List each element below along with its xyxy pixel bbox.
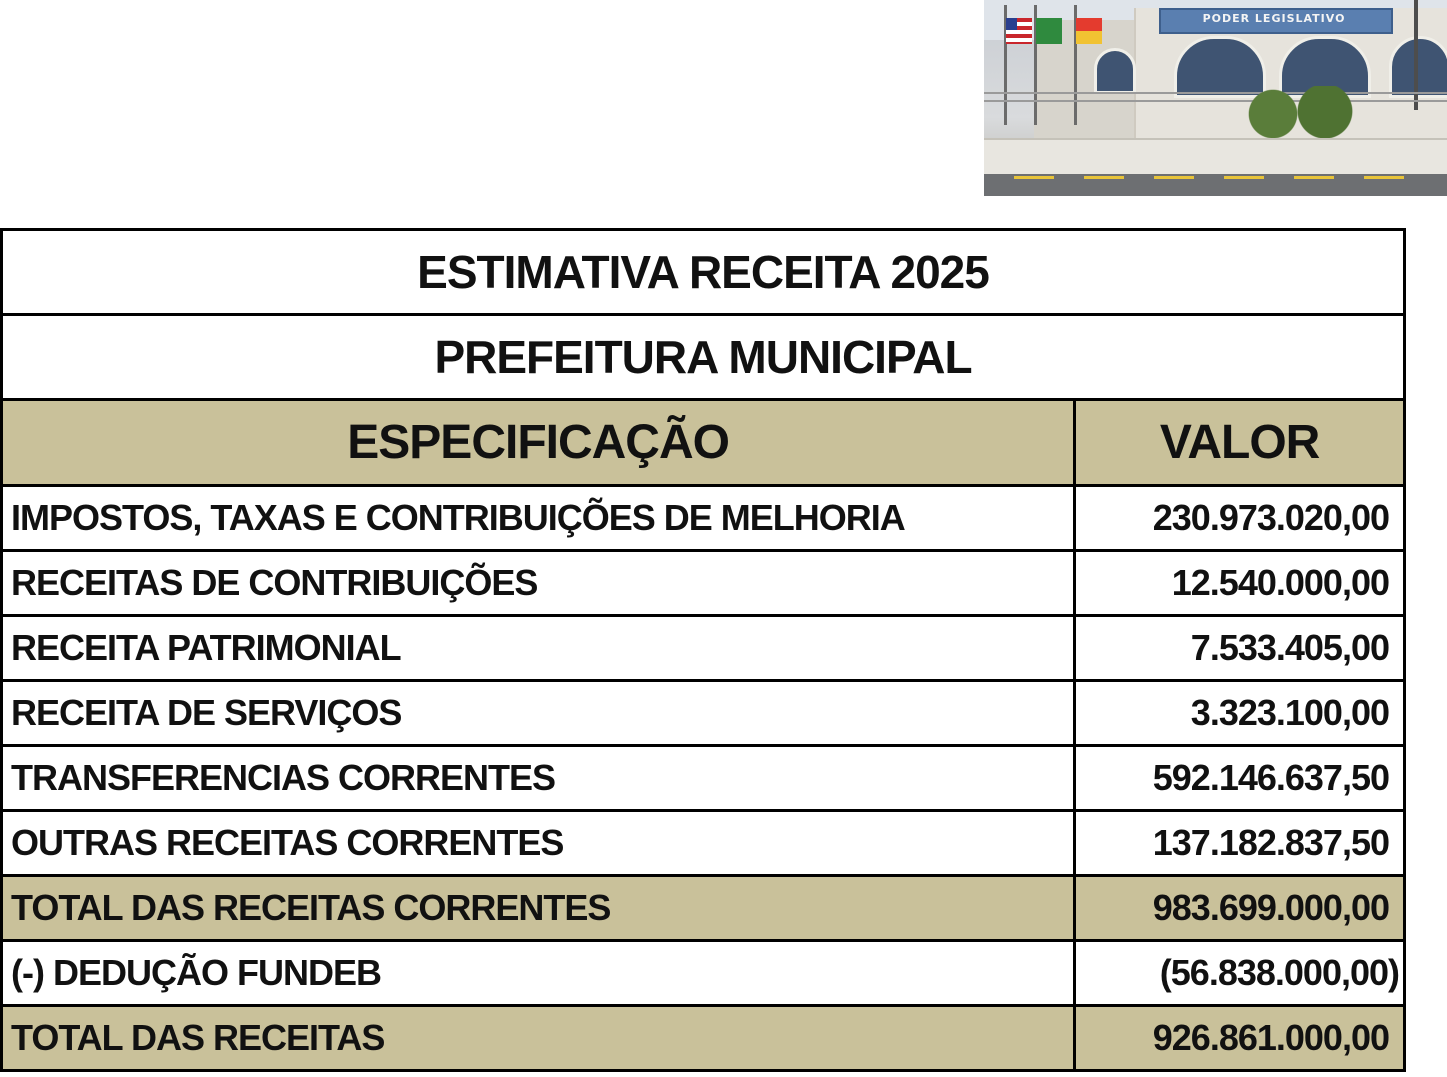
row-value: 926.861.000,00 — [1152, 1017, 1389, 1058]
row-spec: OUTRAS RECEITAS CORRENTES — [3, 812, 1076, 874]
row-spec: RECEITA PATRIMONIAL — [3, 617, 1076, 679]
photo-curb-stripes — [1014, 176, 1434, 179]
photo-sign-text: PODER LEGISLATIVO — [1202, 12, 1346, 25]
row-value: 983.699.000,00 — [1152, 887, 1389, 928]
photo-lower-wall — [984, 138, 1447, 176]
photo-flag — [1076, 18, 1102, 44]
row-value: 592.146.637,50 — [1152, 757, 1389, 798]
table-header-row — [3, 398, 1403, 484]
table-subtitle: PREFEITURA MUNICIPAL — [434, 331, 972, 383]
row-spec: (-) DEDUÇÃO FUNDEB — [3, 942, 1076, 1004]
column-header-value: VALOR — [1159, 416, 1320, 469]
row-spec: IMPOSTOS, TAXAS E CONTRIBUIÇÕES DE MELHORIA — [3, 487, 1076, 549]
photo-window-arch — [1094, 48, 1136, 94]
table-row-total — [3, 1004, 1403, 1069]
table-row — [3, 549, 1403, 614]
table-row — [3, 614, 1403, 679]
row-value: 230.973.020,00 — [1152, 497, 1389, 538]
row-spec: TOTAL DAS RECEITAS — [3, 1007, 1076, 1069]
row-spec: TRANSFERENCIAS CORRENTES — [3, 747, 1076, 809]
column-header-spec: ESPECIFICAÇÃO — [3, 401, 1076, 484]
table-subtitle-row — [3, 313, 1403, 398]
table-title: ESTIMATIVA RECEITA 2025 — [417, 246, 989, 298]
revenue-estimate-table — [0, 228, 1406, 1072]
photo-trees — [1234, 86, 1364, 142]
row-spec: RECEITA DE SERVIÇOS — [3, 682, 1076, 744]
photo-railing — [984, 92, 1447, 102]
table-title-row — [3, 231, 1403, 313]
table-row — [3, 679, 1403, 744]
row-spec: TOTAL DAS RECEITAS CORRENTES — [3, 877, 1076, 939]
photo-flag — [1036, 18, 1062, 44]
table-row — [3, 484, 1403, 549]
legislative-building-photo — [984, 0, 1447, 196]
row-spec: RECEITAS DE CONTRIBUIÇÕES — [3, 552, 1076, 614]
row-value: (56.838.000,00) — [1159, 952, 1399, 993]
table-row-subtotal — [3, 874, 1403, 939]
row-value: 12.540.000,00 — [1171, 562, 1389, 603]
table-row-deduction — [3, 939, 1403, 1004]
row-value: 137.182.837,50 — [1152, 822, 1389, 863]
row-value: 3.323.100,00 — [1190, 692, 1389, 733]
table-row — [3, 809, 1403, 874]
photo-window-arch — [1389, 36, 1447, 98]
table-row — [3, 744, 1403, 809]
row-value: 7.533.405,00 — [1190, 627, 1389, 668]
photo-flag — [1006, 18, 1032, 44]
